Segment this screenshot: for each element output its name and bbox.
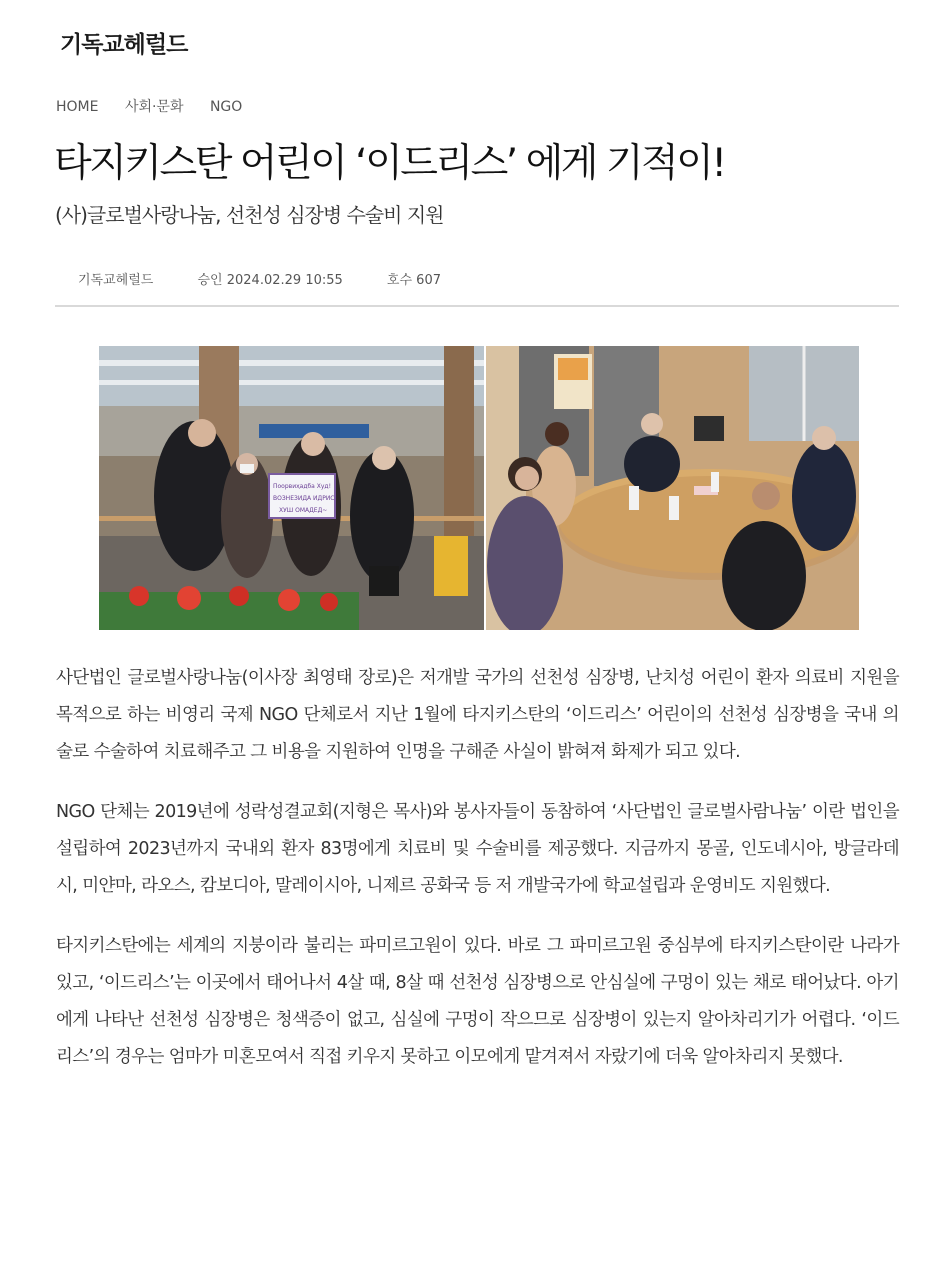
- article-title: 타지키스탄 어린이 ‘이드리스’ 에게 기적이!: [54, 141, 725, 186]
- breadcrumb-home[interactable]: HOME: [56, 99, 99, 115]
- article-subtitle: (사)글로벌사랑나눔, 선천성 심장병 수술비 지원: [55, 203, 444, 227]
- site-logo[interactable]: 기독교헤럴드: [60, 32, 188, 58]
- breadcrumb: [56, 96, 264, 116]
- photo-airport-scene: [99, 346, 484, 630]
- article-paragraph: 타지키스탄에는 세계의 지붕이라 불리는 파미르고원이 있다. 바로 그 파미르고원 중심부에 타지키스탄이란 나라가 있고, ‘이드리스’는 이곳에서 태어나서 4살 때, 8살 때 선천성 심장병으로 안심실에 구멍이 있는 채로 태어났다. 아기에게 나타난 선천성 심장병은 청색증이 없고, 심실에 구멍이 작으므로 심장병이 있는지 알아차리기가 어렵다. ‘이드리스’의 경우는 엄마가 미혼모여서 직접 키우지 못하고 이모에게 맡겨져서 자랐기에 더욱 알아차리지 못했다.: [56, 936, 899, 1067]
- photo-sign-line3: ХУШ ОМАДЕД~: [279, 507, 328, 514]
- header-divider: [55, 305, 899, 307]
- article-paragraph: NGO 단체는 2019년에 성락성결교회(지형은 목사)와 봉사자들이 동참하여 ‘사단법인 글로벌사람나눔’ 이란 법인을 설립하여 2023년까지 국내외 환자 83명에게 치료비 및 수술비를 제공했다. 지금까지 몽골, 인도네시아, 방글라데시, 미얀마, 라오스, 캄보디아, 말레이시아, 니제르 공화국 등 저 개발국가에 학교설립과 운영비도 지원했다.: [56, 802, 899, 896]
- article-issue-number: 호수 607: [386, 273, 441, 288]
- article-photo[interactable]: [99, 346, 859, 630]
- photo-sign-line2: ВОЗНЕЗИДА ИДРИС: [273, 495, 335, 502]
- article-author: 기독교헤럴드: [78, 273, 154, 288]
- article-meta: [78, 269, 481, 288]
- article-approved-date: 승인 2024.02.29 10:55: [197, 273, 343, 288]
- breadcrumb-society-culture[interactable]: 사회·문화: [124, 99, 184, 115]
- article-body: [56, 660, 899, 1099]
- breadcrumb-ngo[interactable]: NGO: [209, 99, 243, 115]
- photo-sign-line1: Поорвиҳадба Худ!: [273, 483, 331, 490]
- photo-meeting-scene: [486, 346, 859, 630]
- article-paragraph: 사단법인 글로벌사랑나눔(이사장 최영태 장로)은 저개발 국가의 선천성 심장병, 난치성 어린이 환자 의료비 지원을 목적으로 하는 비영리 국제 NGO 단체로서 지난 1월에 타지키스탄의 ‘이드리스’ 어린이의 선천성 심장병을 국내 의술로 수술하여 치료해주고 그 비용을 지원하여 인명을 구해준 사실이 밝혀져 화제가 되고 있다.: [56, 668, 899, 762]
